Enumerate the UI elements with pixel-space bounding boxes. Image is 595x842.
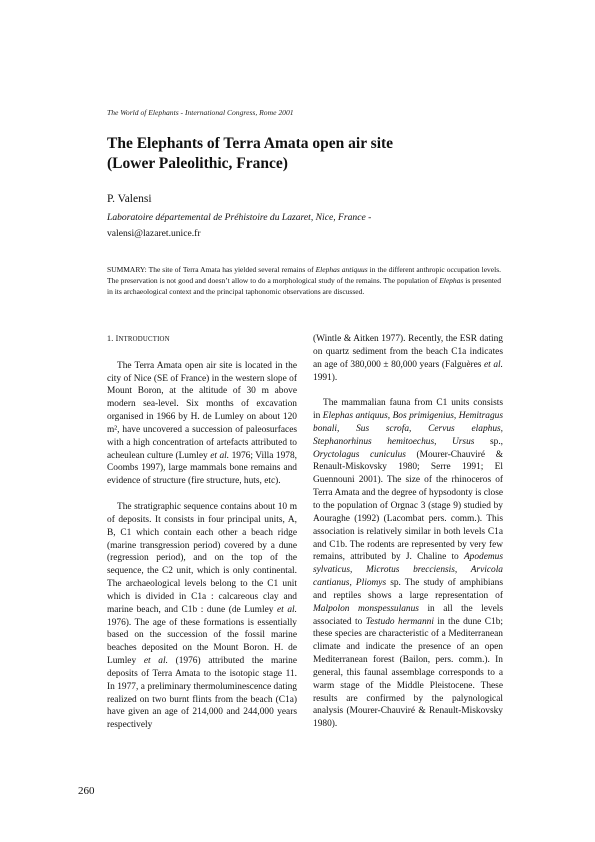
summary-taxon-1: Elephas antiquus: [315, 265, 368, 274]
summary-taxon-2: Elephas: [439, 275, 464, 285]
author-email: valensi@lazaret.unice.fr: [107, 227, 201, 239]
text-run-italic: Testudo hermanni: [365, 616, 434, 627]
text-run: (1976) attributed the marine deposits of Terra Amata to the isotopic stage 11. In 1977, a preliminary thermoluminescence dating realized on two burnt flints from the beach (C1a) have given an age of 214,000 and 244,000 years respectively: [107, 656, 297, 731]
summary-text-3: is presented in its archaeological context and the principal taphonomic observations are discussed.: [107, 275, 501, 296]
text-run-italic: et al.: [210, 450, 230, 461]
text-run: The mammalian fauna from C1 units consists in: [313, 398, 503, 422]
summary-text-2: in the different anthropic occupation levels. The preservation is not good and doesn’t allow to do a morphological study of the remains. The population of: [107, 265, 502, 285]
title-line-1: The Elephants of Terra Amata open air site: [107, 135, 394, 152]
section-heading: [107, 333, 297, 347]
text-run: (Mourer-Chauviré & Renault-Miskovsky 1980; Serre 1991; El Guennouni 2001). The size of the rhinoceros of Terra Amata and the degree of hypsodonty is close to the population of Orgnac 3 (stage 9) studied by Aouraghe (1992) (Lacombat pers. comm.). This association is relatively similar in both levels C1a and C1b. The rodents are represented by very few remains, attributed by J. Chaline to: [313, 449, 503, 563]
title-line-2: (Lower Paleolithic, France): [107, 155, 288, 172]
paragraph-stratigraphy: [107, 501, 297, 732]
right-column: [313, 333, 503, 731]
text-run-italic: Oryctolagus cuniculus: [313, 449, 406, 460]
text-run: The Terra Amata open air site is located in the city of Nice (SE of France) in the western slope of Mount Boron, at the altitude of 30 m above modern sea-level. Six months of excavation organised in 1966 by H. de Lumley on about 120 m², have uncovered a succession of paleosurfaces with a high concentration of artefacts attributed to acheulean culture (Lumley: [107, 360, 297, 461]
running-header: The World of Elephants - International Congress, Rome 2001: [107, 108, 294, 117]
text-run: sp. The study of amphibians and reptiles shows a large representation of: [313, 578, 503, 601]
section-name: NTRODUCTION: [118, 336, 170, 343]
text-run: in all the levels associated to: [313, 603, 503, 627]
text-run: 1976). The age of these formations is essentially based on the succession of the fossil marine beaches deposited on the Mount Boron. H. de Lumley: [107, 617, 297, 667]
author-affiliation: [107, 210, 507, 241]
text-run: in the dune C1b; these species are characteristic of a Mediterranean climate and indicate the presence of an open Mediterranean forest (Bailon, pers. comm.). In general, this faunal assemblage corresponds to a warm stage of the Middle Pleistocene. These results are confirmed by the palynological analysis (Mourer-Chauviré & Renault-Miskovsky 1980).: [313, 616, 504, 730]
text-run-italic: et al.: [484, 359, 503, 370]
text-run: 1976; Villa 1978, Coombs 1997), large mammals bone remains and evidence of structure (fire structure, huts, etc).: [107, 450, 297, 487]
text-run-italic: Malpolon monspessulanus: [313, 603, 419, 614]
text-run-italic: Apodemus sylvaticus, Microtus brecciensis, Arvicola cantianus, Pliomys: [313, 552, 503, 589]
page-number: 260: [78, 785, 95, 797]
paragraph-dating-continued: [313, 333, 503, 384]
text-run-italic: et al.: [143, 656, 168, 667]
paragraph-location: [107, 360, 297, 488]
text-run: 1991).: [313, 372, 338, 383]
paragraph-fauna: [313, 397, 503, 731]
text-run-italic: et al.: [277, 604, 297, 615]
summary-abstract: [107, 265, 501, 298]
article-title: [107, 134, 507, 174]
left-column: [107, 333, 297, 732]
section-number: 1. I: [107, 334, 119, 343]
summary-text-1: SUMMARY: The site of Terra Amata has yielded several remains of: [107, 265, 316, 274]
text-run: (Wintle & Aitken 1977). Recently, the ESR dating on quartz sediment from the beach C1a indicates an age of 380,000 ± 80,000 years (Falguères: [313, 334, 503, 370]
author-name: P. Valensi: [107, 193, 152, 205]
text-run: sp.,: [474, 436, 504, 447]
affiliation-line: Laboratoire départemental de Préhistoire du Lazaret, Nice, France -: [107, 212, 372, 223]
text-run-italic: Elephas antiquus, Bos primigenius, Hemitragus bonali, Sus scrofa, Cervus elaphus, Stephanorhinus hemitoechus, Ursus: [313, 411, 504, 447]
text-run: The stratigraphic sequence contains about 10 m of deposits. It consists in four principal units, A, B, C1 which contain each other a beach ridge (marine transgression period) covered by a dune (regression period), and on the top of the sequence, the C2 unit, which is only continental. The archaeological levels belong to the C1 unit which is divided in C1a : calcareous clay and marine beach, and C1b : dune (de Lumley: [107, 501, 297, 615]
